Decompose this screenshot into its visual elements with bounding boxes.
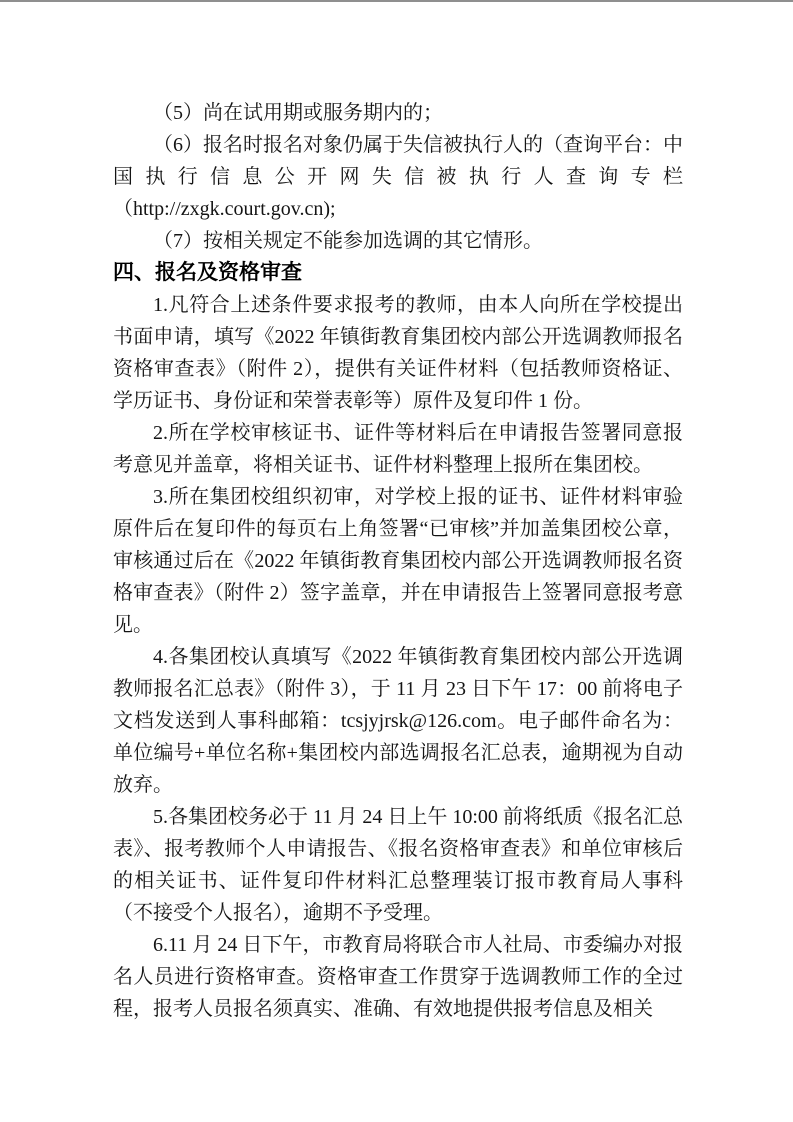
paragraph-step-3: 3.所在集团校组织初审，对学校上报的证书、证件材料审验原件后在复印件的每页右上角签署“已审核”并加盖集团校公章，审核通过后在《2022 年镇街教育集团校内部公开选调教师报名资格审查表》（附件 2）签字盖章，并在申请报告上签署同意报考意见。 <box>113 486 683 636</box>
paragraph-step-2: 2.所在学校审核证书、证件等材料后在申请报告签署同意报考意见并盖章，将相关证书、证件材料整理上报所在集团校。 <box>113 422 683 476</box>
list-item-5: （5）尚在试用期或服务期内的； <box>153 102 443 124</box>
list-item-6: （6）报名时报名对象仍属于失信被执行人的（查询平台：中国执行信息公开网失信被执行人查询专栏（http://zxgk.court.gov.cn); <box>113 134 683 220</box>
page-top-edge-line <box>0 0 793 2</box>
document-body <box>113 97 683 1025</box>
list-item-7: （7）按相关规定不能参加选调的其它情形。 <box>153 230 543 252</box>
section-heading-registration-and-qualification-review: 四、报名及资格审查 <box>113 261 302 284</box>
paragraph-step-5: 5.各集团校务必于 11 月 24 日上午 10:00 前将纸质《报名汇总表》、报考教师个人申请报告、《报名资格审查表》和单位审核后的相关证书、证件复印件材料汇总整理装订报市教育局人事科（不接受个人报名），逾期不予受理。 <box>113 806 683 924</box>
paragraph-step-4: 4.各集团校认真填写《2022 年镇街教育集团校内部公开选调教师报名汇总表》（附件 3），于 11 月 23 日下午 17：00 前将电子文档发送到人事科邮箱：tcsjyjrsk@126.com。电子邮件命名为：单位编号+单位名称+集团校内部选调报名汇总表，逾期视为自动放弃。 <box>113 646 683 796</box>
paragraph-step-1: 1.凡符合上述条件要求报考的教师，由本人向所在学校提出书面申请，填写《2022 年镇街教育集团校内部公开选调教师报名资格审查表》（附件 2），提供有关证件材料（包括教师资格证、学历证书、身份证和荣誉表彰等）原件及复印件 1 份。 <box>113 294 683 412</box>
paragraph-step-6: 6.11 月 24 日下午，市教育局将联合市人社局、市委编办对报名人员进行资格审查。资格审查工作贯穿于选调教师工作的全过程，报考人员报名须真实、准确、有效地提供报考信息及相关 <box>113 934 683 1020</box>
